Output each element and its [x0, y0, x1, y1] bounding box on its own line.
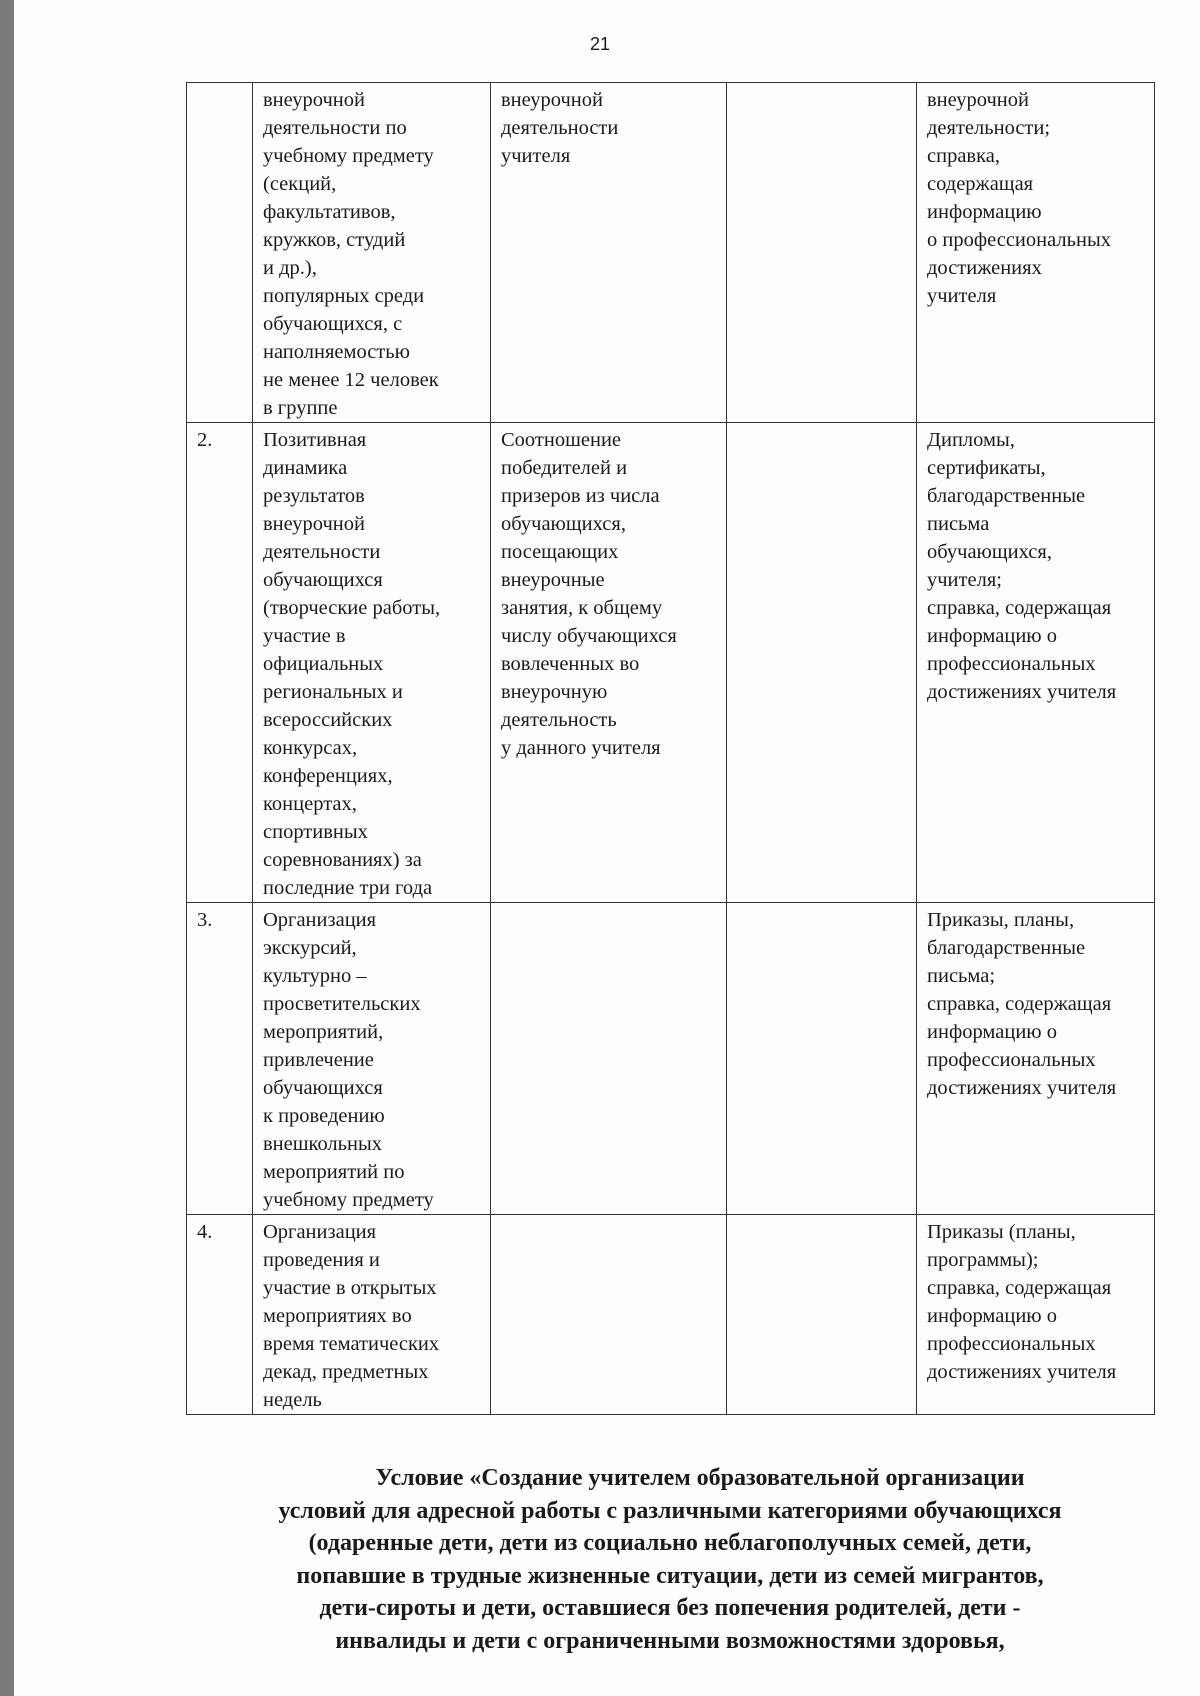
criterion-cell: Позитивная динамика результатов внеурочной деятельности обучающихся (творческие работы, участие в официальных региональных и всероссийских конкурсах, конференциях, концертах, спортивных соревнованиях) за последние три года — [253, 423, 491, 903]
evidence-cell: внеурочной деятельности; справка, содержащая информацию о профессиональных достижениях учителя — [917, 83, 1155, 423]
value-cell — [727, 423, 917, 903]
table-row — [187, 423, 1155, 903]
criterion-cell: Организация проведения и участие в открытых мероприятиях во время тематических декад, предметных недель — [253, 1215, 491, 1415]
criterion-cell: Организация экскурсий, культурно – просветительских мероприятий, привлечение обучающихся к проведению внешкольных мероприятий по учебному предмету — [253, 903, 491, 1215]
row-number-cell: 4. — [187, 1215, 253, 1415]
value-cell — [727, 1215, 917, 1415]
indicator-cell — [491, 903, 727, 1215]
table-row — [187, 1215, 1155, 1415]
heading-line: инвалиды и дети с ограниченными возможностями здоровья, — [335, 1627, 1005, 1654]
row-number-cell: 2. — [187, 423, 253, 903]
heading-line: дети-сироты и дети, оставшиеся без попечения родителей, дети - — [319, 1595, 1021, 1621]
indicator-cell — [491, 1215, 727, 1415]
heading-line: (одаренные дети, дети из социально неблагополучных семей, дети, — [308, 1530, 1032, 1556]
evidence-cell: Дипломы, сертификаты, благодарственные письма обучающихся, учителя; справка, содержащая информацию о профессиональных достижениях учителя — [917, 423, 1155, 903]
indicator-cell: Соотношение победителей и призеров из числа обучающихся, посещающих внеурочные занятия, к общему числу обучающихся вовлеченных во внеурочную деятельность у данного учителя — [491, 423, 727, 903]
row-number-cell: 3. — [187, 903, 253, 1215]
evidence-cell: Приказы (планы, программы); справка, содержащая информацию о профессиональных достижениях учителя — [917, 1215, 1155, 1415]
heading-line: Условие «Создание учителем образовательной организации — [375, 1465, 1025, 1491]
evidence-cell: Приказы, планы, благодарственные письма; справка, содержащая информацию о профессиональных достижениях учителя — [917, 903, 1155, 1215]
heading-line: попавшие в трудные жизненные ситуации, дети из семей мигрантов, — [296, 1562, 1044, 1589]
row-number-cell — [187, 83, 253, 423]
value-cell — [727, 83, 917, 423]
value-cell — [727, 903, 917, 1215]
heading-line: условий для адресной работы с различными категориями обучающихся — [278, 1497, 1062, 1524]
table-row — [187, 903, 1155, 1215]
indicator-cell: внеурочной деятельности учителя — [491, 83, 727, 423]
table-row — [187, 83, 1155, 423]
condition-heading — [186, 1462, 1154, 1657]
criteria-table — [186, 82, 1155, 1415]
criterion-cell: внеурочной деятельности по учебному предмету (секций, факультативов, кружков, студий и др.), популярных среди обучающихся, с наполняемостью не менее 12 человек в группе — [253, 83, 491, 423]
page-number: 21 — [589, 34, 611, 54]
